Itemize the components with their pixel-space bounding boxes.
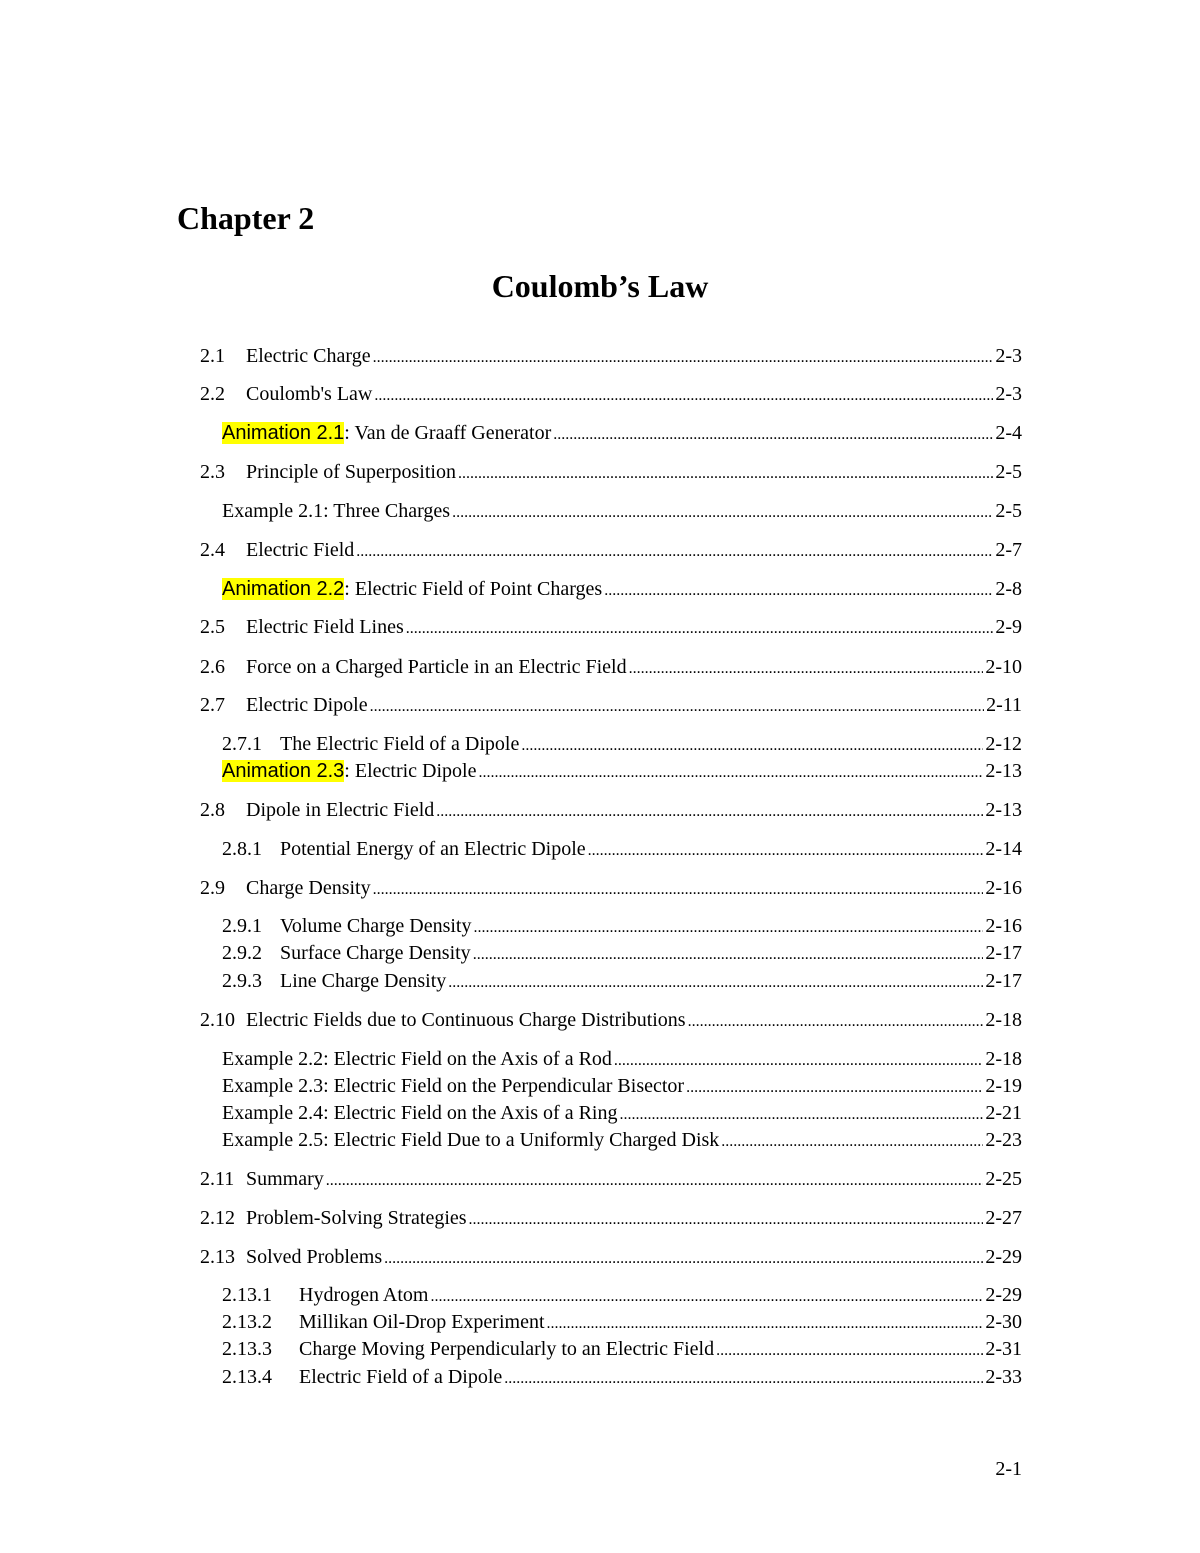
toc-entry-page: 2-10	[985, 656, 1022, 678]
toc-entry-label	[200, 654, 627, 680]
toc-entry-text: Electric Field Lines	[246, 616, 404, 638]
toc-entry-number: 2.3	[200, 461, 225, 483]
toc-entry-label	[222, 1309, 545, 1335]
toc-entry-text: : Electric Field of Point Charges	[344, 578, 603, 600]
toc-entry-page: 2-29	[985, 1284, 1022, 1306]
toc-entry-text: Volume Charge Density	[280, 915, 472, 937]
toc-entry-example-2-2[interactable]	[222, 1046, 1022, 1072]
toc-entry-text: Principle of Superposition	[246, 461, 456, 483]
toc-entry-number: 2.13.2	[222, 1311, 272, 1333]
toc-entry-label	[222, 913, 471, 939]
toc-entry-page: 2-7	[995, 539, 1022, 561]
toc-entry-number: 2.10	[200, 1009, 235, 1031]
toc-entry-example-2-1[interactable]	[222, 498, 1022, 524]
toc-entry-2-13-1[interactable]	[222, 1282, 1022, 1308]
toc-entry-label	[200, 381, 372, 407]
toc-entry-page: 2-16	[985, 877, 1022, 899]
toc-entry-page: 2-3	[995, 383, 1022, 405]
toc-entry-label	[200, 875, 371, 901]
toc-entry-2-13-2[interactable]	[222, 1309, 1022, 1335]
toc-entry-2-9-1[interactable]	[222, 913, 1022, 939]
toc-entry-text: Surface Charge Density	[280, 942, 471, 964]
toc-leader	[430, 1284, 983, 1310]
toc-entry-animation-2-3[interactable]	[222, 758, 1022, 784]
toc-leader	[373, 877, 984, 903]
toc-entry-number: 2.13.3	[222, 1338, 272, 1360]
toc-entry-text: Example 2.4: Electric Field on the Axis of a Ring	[222, 1102, 618, 1124]
toc-entry-page: 2-5	[995, 500, 1022, 522]
page-number: 2-1	[995, 1458, 1022, 1480]
toc-leader	[604, 578, 993, 604]
toc-entry-label	[222, 968, 446, 994]
toc-entry-text: Potential Energy of an Electric Dipole	[280, 838, 586, 860]
toc-entry-text: The Electric Field of a Dipole	[280, 733, 520, 755]
toc-entry-2-11[interactable]	[200, 1166, 1022, 1192]
toc-leader	[370, 694, 984, 720]
toc-entry-page: 2-9	[995, 616, 1022, 638]
toc-entry-2-7[interactable]	[200, 692, 1022, 718]
toc-leader	[686, 1075, 983, 1101]
toc-entry-2-10[interactable]	[200, 1007, 1022, 1033]
toc-entry-number: 2.13.1	[222, 1284, 272, 1306]
toc-entry-2-9-3[interactable]	[222, 968, 1022, 994]
toc-entry-number: 2.11	[200, 1168, 235, 1190]
toc-entry-text: Line Charge Density	[280, 970, 447, 992]
toc-entry-label	[200, 1205, 467, 1231]
toc-leader	[469, 1207, 984, 1233]
toc-entry-animation-2-1[interactable]	[222, 420, 1022, 446]
toc-entry-text: Electric Field	[246, 539, 355, 561]
toc-entry-number: 2.9	[200, 877, 225, 899]
toc-leader	[478, 760, 983, 786]
toc-entry-2-13-4[interactable]	[222, 1364, 1022, 1390]
animation-highlight[interactable]: Animation 2.1	[222, 422, 345, 444]
toc-entry-text: Millikan Oil-Drop Experiment	[299, 1311, 545, 1333]
toc-entry-text: Problem-Solving Strategies	[246, 1207, 467, 1229]
toc-leader	[473, 942, 984, 968]
toc-entry-label	[222, 1364, 502, 1390]
toc-entry-2-7-1[interactable]	[222, 731, 1022, 757]
toc-entry-text: Example 2.3: Electric Field on the Perpendicular Bisector	[222, 1075, 685, 1097]
toc-entry-page: 2-17	[985, 970, 1022, 992]
toc-entry-label	[200, 537, 354, 563]
toc-entry-2-5[interactable]	[200, 614, 1022, 640]
toc-entry-2-13-3[interactable]	[222, 1336, 1022, 1362]
toc-entry-animation-2-2[interactable]	[222, 576, 1022, 602]
page-title: Coulomb’s Law	[491, 268, 709, 304]
toc-leader	[374, 383, 993, 409]
toc-entry-label	[200, 1007, 686, 1033]
toc-leader	[448, 970, 983, 996]
toc-entry-text: Summary	[246, 1168, 324, 1190]
toc-entry-2-13[interactable]	[200, 1244, 1022, 1270]
toc-entry-text: Charge Density	[246, 877, 371, 899]
toc-entry-2-6[interactable]	[200, 654, 1022, 680]
toc-entry-page: 2-30	[985, 1311, 1022, 1333]
chapter-label: Chapter 2	[177, 200, 315, 236]
toc-entry-number: 2.5	[200, 616, 225, 638]
toc-leader	[458, 461, 993, 487]
toc-entry-label	[222, 1282, 428, 1308]
toc-leader	[588, 838, 984, 864]
toc-entry-2-12[interactable]	[200, 1205, 1022, 1231]
toc-entry-example-2-3[interactable]	[222, 1073, 1022, 1099]
toc-entry-page: 2-18	[985, 1048, 1022, 1070]
toc-leader	[521, 733, 983, 759]
toc-entry-page: 2-16	[985, 915, 1022, 937]
toc-leader	[504, 1366, 983, 1392]
toc-entry-label	[200, 797, 434, 823]
toc-entry-number: 2.9.2	[222, 942, 262, 964]
toc-entry-label	[222, 836, 586, 862]
toc-entry-page: 2-3	[995, 345, 1022, 367]
toc-entry-number: 2.8.1	[222, 838, 262, 860]
toc-leader	[716, 1338, 983, 1364]
toc-entry-example-2-5[interactable]	[222, 1127, 1022, 1153]
toc-entry-text: Example 2.5: Electric Field Due to a Uniformly Charged Disk	[222, 1129, 720, 1151]
toc-entry-text: : Van de Graaff Generator	[344, 422, 552, 444]
toc-entry-number: 2.13.4	[222, 1366, 272, 1388]
toc-entry-text: Dipole in Electric Field	[246, 799, 435, 821]
toc-leader	[721, 1129, 983, 1155]
toc-entry-page: 2-8	[995, 578, 1022, 600]
toc-entry-text: Electric Field of a Dipole	[299, 1366, 503, 1388]
toc-entry-label	[222, 940, 471, 966]
toc-entry-label	[222, 758, 476, 784]
toc-entry-page: 2-5	[995, 461, 1022, 483]
toc-entry-page: 2-11	[986, 694, 1022, 716]
toc-entry-number: 2.9.3	[222, 970, 262, 992]
toc-entry-text: Example 2.2: Electric Field on the Axis of a Rod	[222, 1048, 612, 1070]
toc-leader	[436, 799, 983, 825]
toc-entry-number: 2.12	[200, 1207, 235, 1229]
animation-highlight[interactable]: Animation 2.2	[222, 578, 345, 600]
toc-entry-text: Coulomb's Law	[246, 383, 373, 405]
toc-entry-text: Example 2.1: Three Charges	[222, 500, 451, 522]
toc-entry-page: 2-4	[995, 422, 1022, 444]
toc-leader	[373, 345, 994, 371]
toc-entry-2-9[interactable]	[200, 875, 1022, 901]
toc-entry-label	[200, 1166, 324, 1192]
toc-leader	[547, 1311, 984, 1337]
toc-entry-text: Solved Problems	[246, 1246, 383, 1268]
toc-entry-page: 2-29	[985, 1246, 1022, 1268]
toc-entry-page: 2-13	[985, 799, 1022, 821]
toc-entry-label	[222, 576, 602, 602]
animation-highlight[interactable]: Animation 2.3	[222, 760, 345, 782]
toc-entry-2-8-1[interactable]	[222, 836, 1022, 862]
toc-entry-label	[222, 731, 519, 757]
toc-entry-page: 2-18	[985, 1009, 1022, 1031]
toc-leader	[473, 915, 983, 941]
toc-entry-label	[222, 420, 551, 446]
toc-leader	[688, 1009, 984, 1035]
toc-leader	[406, 616, 994, 642]
toc-entry-number: 2.9.1	[222, 915, 262, 937]
toc-entry-text: Charge Moving Perpendicularly to an Electric Field	[299, 1338, 715, 1360]
toc-entry-page: 2-19	[985, 1075, 1022, 1097]
toc-entry-label	[200, 614, 404, 640]
toc-entry-number: 2.4	[200, 539, 225, 561]
toc-entry-page: 2-21	[985, 1102, 1022, 1124]
toc-leader	[356, 539, 993, 565]
toc-entry-page: 2-13	[985, 760, 1022, 782]
toc-entry-page: 2-17	[985, 942, 1022, 964]
toc-entry-text: Electric Dipole	[246, 694, 368, 716]
toc-entry-text: Hydrogen Atom	[299, 1284, 429, 1306]
toc-entry-text: Electric Charge	[246, 345, 371, 367]
toc-entry-2-9-2[interactable]	[222, 940, 1022, 966]
toc-entry-number: 2.6	[200, 656, 225, 678]
toc-entry-page: 2-31	[985, 1338, 1022, 1360]
toc-entry-label	[200, 692, 368, 718]
toc-entry-label	[200, 1244, 382, 1270]
toc-entry-page: 2-25	[985, 1168, 1022, 1190]
toc-entry-text: Force on a Charged Particle in an Electric Field	[246, 656, 627, 678]
toc-entry-example-2-4[interactable]	[222, 1100, 1022, 1126]
toc-entry-label	[200, 343, 371, 369]
toc-leader	[384, 1246, 983, 1272]
toc-leader	[326, 1168, 984, 1194]
toc-entry-page: 2-33	[985, 1366, 1022, 1388]
toc-entry-text: : Electric Dipole	[344, 760, 477, 782]
toc-leader	[614, 1048, 983, 1074]
toc-entry-page: 2-12	[985, 733, 1022, 755]
toc-entry-number: 2.7.1	[222, 733, 262, 755]
toc-entry-label	[200, 459, 456, 485]
toc-entry-2-2[interactable]	[200, 381, 1022, 407]
toc-entry-2-3[interactable]	[200, 459, 1022, 485]
toc-leader	[452, 500, 993, 526]
toc-entry-text: Electric Fields due to Continuous Charge Distributions	[246, 1009, 686, 1031]
toc-entry-label	[222, 1336, 714, 1362]
toc-entry-number: 2.13	[200, 1246, 235, 1268]
toc-entry-2-8[interactable]	[200, 797, 1022, 823]
toc-leader	[619, 1102, 983, 1128]
toc-entry-2-1[interactable]	[200, 343, 1022, 369]
toc-entry-number: 2.1	[200, 345, 225, 367]
toc-entry-2-4[interactable]	[200, 537, 1022, 563]
toc-leader	[629, 656, 984, 682]
toc-entry-page: 2-27	[985, 1207, 1022, 1229]
toc-entry-page: 2-23	[985, 1129, 1022, 1151]
toc-leader	[553, 422, 993, 448]
toc-entry-number: 2.8	[200, 799, 225, 821]
toc-entry-number: 2.2	[200, 383, 225, 405]
toc-entry-page: 2-14	[985, 838, 1022, 860]
toc-entry-number: 2.7	[200, 694, 225, 716]
